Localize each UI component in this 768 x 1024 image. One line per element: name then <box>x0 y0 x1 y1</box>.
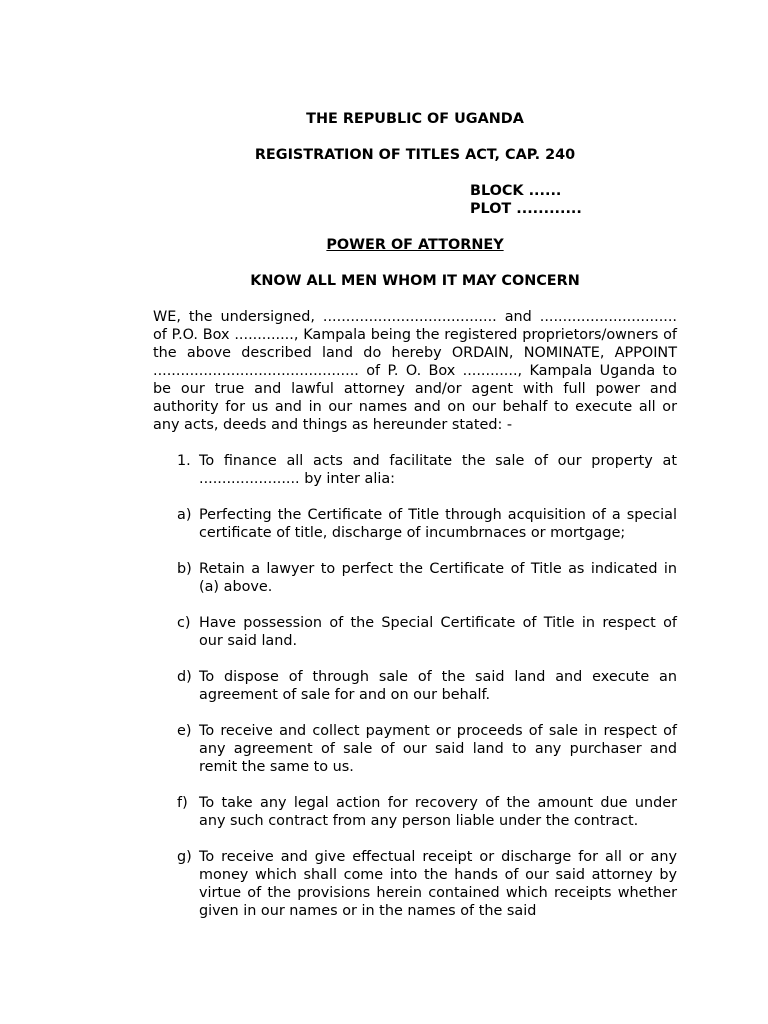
list-item-text: To receive and give effectual receipt or discharge for all or any money which shall come into the hands of our said attorney by virtue of the provisions herein contained which receipts whether given in our names or in the names of the said <box>199 849 677 919</box>
list-item <box>153 452 677 488</box>
list-marker: c) <box>177 615 191 631</box>
document-page <box>153 110 677 938</box>
list-item <box>153 848 677 920</box>
republic-heading: THE REPUBLIC OF UGANDA <box>306 111 524 127</box>
list-item-text: To receive and collect payment or proceeds of sale in respect of any agreement of sale of our said land to any purchaser and remit the same to us. <box>199 723 677 775</box>
list-marker: d) <box>177 669 192 685</box>
list-item-text: To take any legal action for recovery of the amount due under any such contract from any person liable under the contract. <box>199 795 677 829</box>
list-item <box>153 560 677 596</box>
powers-list <box>153 452 677 920</box>
list-marker: b) <box>177 561 192 577</box>
block-label: BLOCK ...... <box>470 183 562 199</box>
list-item <box>153 668 677 704</box>
list-item-text: Retain a lawyer to perfect the Certificate of Title as indicated in (a) above. <box>199 561 677 595</box>
list-item <box>153 506 677 542</box>
list-item <box>153 794 677 830</box>
act-heading: REGISTRATION OF TITLES ACT, CAP. 240 <box>254 147 576 163</box>
document-title: POWER OF ATTORNEY <box>326 237 504 253</box>
list-marker: 1. <box>177 453 191 469</box>
list-item-text: Perfecting the Certificate of Title through acquisition of a special certificate of title, discharge of incumbrnaces or mortgage; <box>199 507 677 541</box>
list-item-text: To dispose of through sale of the said land and execute an agreement of sale for and on our behalf. <box>199 669 677 703</box>
plot-label: PLOT ............ <box>470 201 582 217</box>
block-plot <box>470 182 677 218</box>
list-marker: f) <box>177 795 188 811</box>
list-marker: g) <box>177 849 192 865</box>
list-marker: a) <box>177 507 192 523</box>
list-item-text: Have possession of the Special Certificate of Title in respect of our said land. <box>199 615 677 649</box>
list-item-text: To finance all acts and facilitate the sale of our property at ...................... by inter alia: <box>199 453 677 487</box>
list-item <box>153 722 677 776</box>
intro-paragraph: WE, the undersigned, ...................................... and .............................. of P.O. Box ............., Kampala being the registered proprietors/owners of the above described land do hereby ORDAIN, NOMINATE, APPOINT ............................................. of P. O. Box ............, Kampala Uganda to be our true and lawful attorney and/or agent with full power and authority for us and in our names and on our behalf to execute all or any acts, deeds and things as hereunder stated: - <box>153 309 677 433</box>
list-item <box>153 614 677 650</box>
list-marker: e) <box>177 723 192 739</box>
document-subtitle: KNOW ALL MEN WHOM IT MAY CONCERN <box>250 273 580 289</box>
